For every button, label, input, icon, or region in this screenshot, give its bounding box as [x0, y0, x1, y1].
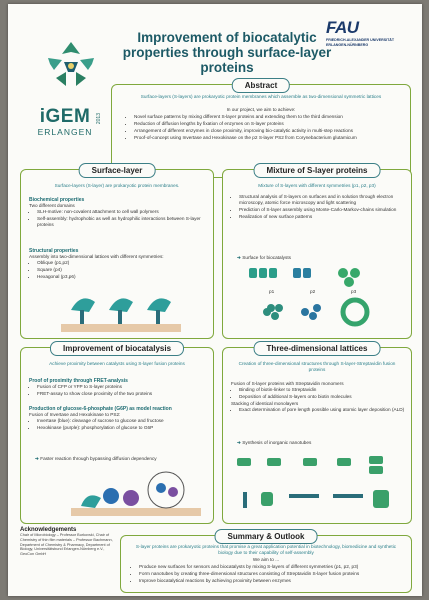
mixture-list [231, 194, 407, 221]
lattices-s1-item: • Binding of biotin-linker to Streptavidin [239, 387, 407, 393]
lattices-section-1 [231, 381, 407, 414]
lattices-s2: Stacking of identical monolayers [231, 401, 299, 406]
lattices-arrow-text [237, 440, 407, 446]
igem-logo-text [30, 107, 100, 137]
mixture-intro: Mixture of S-layers with different symmetries (p1, p2, p3) [258, 183, 376, 188]
biochemical-heading: Biochemical properties [29, 197, 85, 203]
arrow-right-icon: ➔ [237, 440, 241, 445]
fret-section [29, 378, 207, 398]
biocatalysis-intro: Achieve proximity between catalysts using S-layer fusion proteins [49, 361, 185, 366]
igem-logo-icon [36, 36, 106, 96]
abstract-item: • Novel surface patterns by mixing different S-layer proteins and extending them to the third dimension [134, 114, 404, 120]
label-p1: p1 [269, 289, 275, 294]
fret-heading: Proof of proximity through FRET-analysis [29, 378, 128, 384]
abstract-aim: In our project, we aim to achieve: [226, 107, 296, 112]
abstract-intro: Surface-layers (S-layers) are prokaryotic protein membranes which assemble as two-dimensional symmetric lattices [140, 94, 382, 99]
acknowledgements [20, 527, 115, 557]
abstract-title: Abstract [232, 78, 290, 93]
label-p3: p3 [351, 289, 357, 294]
summary-list [131, 564, 407, 585]
lattices-s1-item: • Deposition of additional S-layers onto biotin molecules [239, 394, 407, 400]
biochemical-item: • Self-assembly: hydrophobic as well as hydrophilic interactions between S-layer proteins [37, 216, 207, 228]
lattices-s1: Fusion of S-layer proteins with Streptavidin monomers [231, 381, 344, 386]
biochemical-section [29, 197, 207, 229]
biocatalysis-box [20, 344, 214, 524]
fau-logo [326, 18, 412, 47]
igem-city: ERLANGEN [37, 127, 93, 137]
lattices-s2-item: • Exact determination of pore length possible using atomic layer deposition (ALD) [239, 407, 407, 413]
abstract-item: • Reduction of diffusion lengths by fixation of enzymes on S-layer proteins [134, 121, 404, 127]
fret-item: • FRET-assay to show close proximity of the two proteins [37, 391, 207, 397]
summary-box [120, 532, 412, 593]
fau-logo-text: FAU [326, 18, 359, 37]
mixture-box [222, 166, 412, 339]
g6p-sub: Fusion of Invertase and Hexokinase to PS2: [29, 412, 121, 417]
summary-title: Summary & Outlook [215, 529, 318, 544]
lattices-title: Three-dimensional lattices [254, 341, 381, 356]
abstract-item: • Proof-of-concept using Invertase and Hexokinase on the p2 S-layer PS2 from Corynebacterium glutamicum [134, 135, 404, 141]
poster [8, 4, 422, 596]
mixture-arrow-label: Surface for biocatalysts [242, 255, 291, 260]
fau-logo-subtitle: FRIEDRICH-ALEXANDER UNIVERSITÄT ERLANGEN-NÜRNBERG [326, 38, 395, 47]
acknowledgements-title: Acknowledgements [20, 527, 77, 533]
summary-item: • Improve biocatalytical reactions by achieving proximity between enzymes [139, 578, 407, 584]
abstract-item: • Arrangement of different enzymes in close proximity, improving bio-catalytic activity in multi-step reactions [134, 128, 404, 134]
s-layer-protein-illustration [61, 288, 181, 333]
summary-item: • Produce new surfaces for sensors and biocatalysts by mixing S-layers of different symmetries (p1, p2, p3) [139, 564, 407, 570]
lattices-box [222, 344, 412, 524]
summary-intro: S-layer proteins are prokaryotic proteins that promise a great application potential in biotechnology, biomedicine and synthetic biology due to their capability of self-assembly [135, 544, 397, 555]
g6p-section [29, 406, 207, 432]
lattices-illustration [233, 452, 403, 518]
structural-item: • Hexagonal (p3,p6) [37, 274, 207, 280]
structural-item: • Square (p4) [37, 267, 207, 273]
mixture-arrow-text [237, 255, 407, 261]
fret-item: • Fusion of CFP or YFP to S-layer proteins [37, 384, 207, 390]
acknowledgements-body: Chair of Microbiology – Professor Burkovski, Chair of Chemistry of thin film materials – Professor Bachmann, Department of Chemistry & Pharmacy, Department of Biology, Universitätsbund Erlangen-Nürnberg e.V., GeoCon GmbH [20, 533, 113, 557]
arrow-right-icon: ➔ [237, 255, 241, 260]
mixture-illustration [243, 264, 393, 334]
surface-layer-intro: Surface-layers (S-layer) are prokaryotic protein membranes. [54, 183, 180, 188]
igem-name: iGEM [39, 106, 91, 127]
g6p-item: • Hexokinase (purple): phosphorylation of glucose to G6P [37, 425, 207, 431]
arrow-right-icon: ➔ [35, 456, 39, 461]
biocatalysis-arrow-text [35, 456, 211, 462]
biochemical-sub: Two different domains [29, 203, 75, 208]
surface-layer-box [20, 166, 214, 339]
poster-title: Improvement of biocatalytic properties through surface-layer proteins [122, 30, 332, 75]
mixture-title: Mixture of S-layer proteins [254, 163, 381, 178]
summary-aim: We aim to ... [252, 557, 280, 562]
abstract-list [126, 114, 404, 142]
structural-sub: Assembly into two-dimensional lattices with different symmetries: [29, 254, 164, 259]
igem-year: 2013 [96, 113, 102, 125]
structural-item: • Oblique (p1,p2) [37, 260, 207, 266]
biochemical-item: • SLH-motive: non-covalent attachment to cell wall polymers [37, 209, 207, 215]
structural-heading: Structural properties [29, 248, 79, 254]
biocatalysis-arrow-label: Faster reaction through bypassing diffusion dependency [40, 456, 157, 461]
summary-item: • Form nanotubes by creating three-dimensional structures consisting of Streptavidin S-layer fusion proteins [139, 571, 407, 577]
biocatalysis-title: Improvement of biocatalysis [50, 341, 184, 356]
g6p-heading: Production of glucose-6-phosphate (G6P) as model reaction [29, 406, 172, 412]
structural-section [29, 248, 207, 281]
mixture-item: • Realization of new surface patterns [239, 214, 407, 220]
lattices-arrow-label: Synthesis of inorganic nanotubes [242, 440, 312, 445]
lattices-intro: Creation of three-dimensional structures through S-layer-Streptavidin fusion proteins [238, 361, 396, 372]
biocatalysis-illustration [71, 468, 201, 520]
g6p-item: • Invertase (blue): cleavage of sucrose to glucose and fructose [37, 418, 207, 424]
label-p2: p2 [310, 289, 316, 294]
surface-layer-title: Surface-layer [79, 163, 156, 178]
mixture-item: • Structural analysis of S-layers on surfaces and in solution through electron microscopy, atomic force microscopy and light scattering [239, 194, 407, 206]
mixture-item: • Prediction of S-layer assembly using Monte-Carlo-Markov-chains simulation [239, 207, 407, 213]
